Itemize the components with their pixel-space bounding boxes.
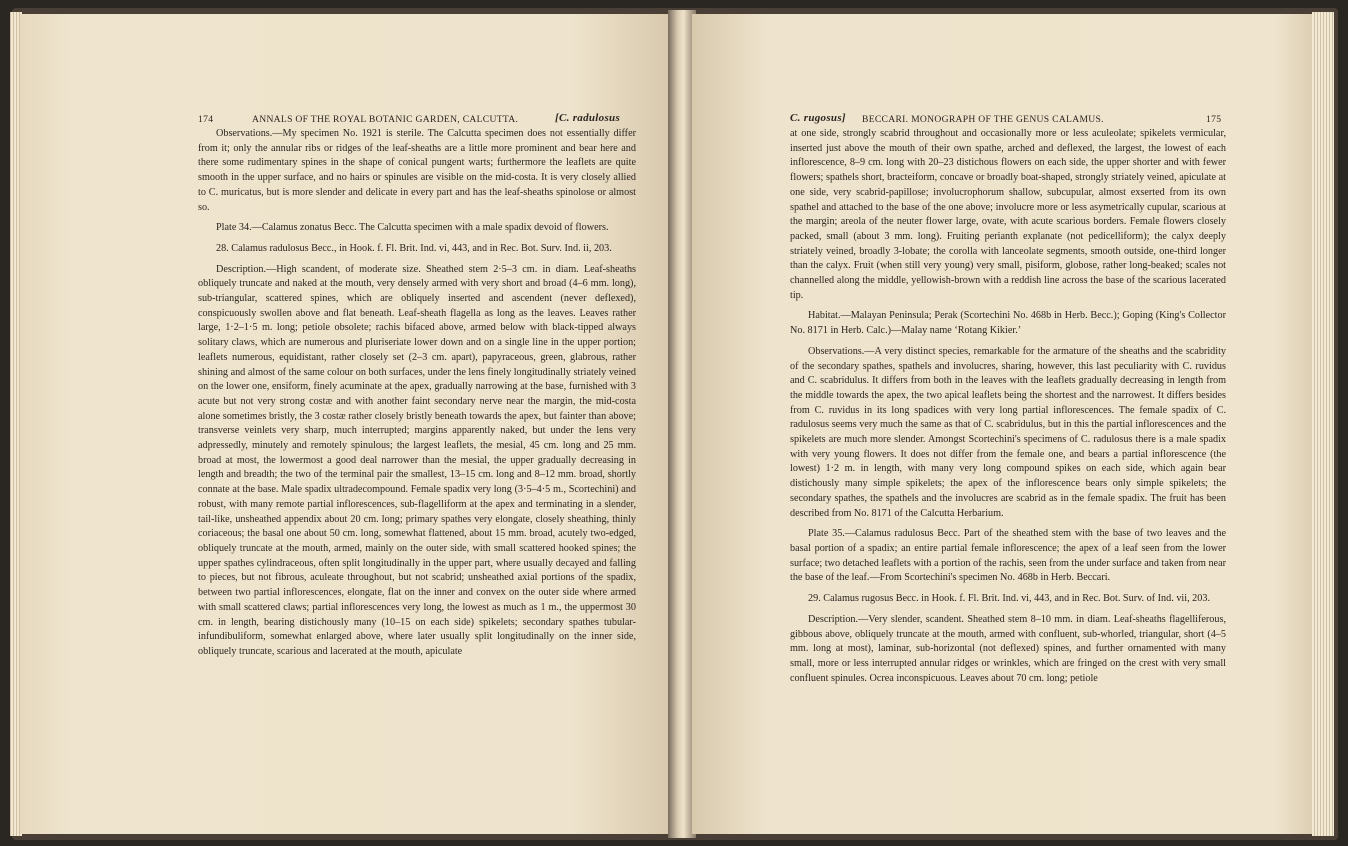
paragraph: Plate 35.—Calamus radulosus Becc. Part of the sheathed stem with the base of two leaves and the basal portion of a spadix; an entire partial female inflorescence; the apex of a leaf seen from the lower surface; two detached leaflets with a portion of the rachis, seen from the under surface and taken from near the base of the leaf.—From Scortechini's specimen No. 468b in Herb. Beccari.: [790, 528, 1226, 584]
right-body: [790, 127, 1226, 686]
paragraph: Description.—Very slender, scandent. Sheathed stem 8–10 mm. in diam. Leaf-sheaths flagelliferous, gibbous above, obliquely truncate at the mouth, armed with confluent, sub-whorled, triangular, short (4–5 mm. long at most), laminar, sub-horizontal (not deflexed) spines, and further ornamented with many small, more or less interrupted annular ridges or wrinkles, which are fringed on the crest with very small confluent spinules. Ocrea inconspicuous. Leaves about 70 cm. long; petiole: [790, 613, 1226, 684]
left-page-number: 174: [198, 114, 214, 125]
paragraph: Plate 34.—Calamus zonatus Becc. The Calcutta specimen with a male spadix devoid of flowers.: [216, 222, 609, 234]
paragraph: Observations.—A very distinct species, remarkable for the armature of the sheaths and the scabridity of the secondary spathes, spathels and involucres, sharing, however, this last peculiarity with C. ruvidus and C. scabridulus. It differs from both in the leaves with the leaflets gradually decreasing in length from the middle towards the apex, the two apical leaflets being the shortest and the narrowest. It differs besides from C. ruvidus in its long spadices with very long partial inflorescences. The female spadix of C. radulosus seems very much the same as that of C. scabridulus, but in this the partial inflorescences and the spikelets are much more slender. Amongst Scortechini's specimens of C. radulosus there is a male spadix with very young flowers. It does not differ from the female one, and bears a partial inflorescence (the lowest) 1·2 m. in length, with many very long compound spikes on each side, which again bear distichously many simple spikelets; the apex of the inflorescence bears only simple spikelets; the secondary spathes, the spathels and the involucres are scabrid as in the female spadix. The fruit has been described from No. 8171 of the Calcutta Herbarium.: [790, 345, 1226, 519]
paragraph: 29. Calamus rugosus Becc. in Hook. f. Fl. Brit. Ind. vi, 443, and in Rec. Bot. Surv. of Ind. vii, 203.: [808, 593, 1210, 605]
right-page-number: 175: [1206, 114, 1222, 125]
left-page: [20, 14, 670, 834]
right-page: [692, 14, 1312, 834]
paragraph: Habitat.—Malayan Peninsula; Perak (Scortechini No. 468b in Herb. Becc.); Goping (King's Collector No. 8171 in Herb. Calc.)—Malay name ‘Rotang Kikier.’: [790, 310, 1226, 337]
paragraph: 28. Calamus radulosus Becc., in Hook. f. Fl. Brit. Ind. vi, 443, and in Rec. Bot. Surv. Ind. ii, 203.: [216, 242, 612, 254]
left-running-header: ANNALS OF THE ROYAL BOTANIC GARDEN, CALCUTTA.: [252, 114, 519, 125]
right-page-edges: [1312, 12, 1334, 836]
paragraph: Observations.—My specimen No. 1921 is sterile. The Calcutta specimen does not essentially differ from it; only the annular ribs or ridges of the leaf-sheaths are a little more prominent and bear here and there some rudimentary spines in the shape of conical pungent warts; furthermore the leaflets are quite smooth in the upper surface, and no hairs or spinules are visible on the mid-costa. It is very closely allied to C. muricatus, but is more slender and delicate in every part and has the leaf-sheaths spinolose or almost so.: [198, 128, 636, 213]
right-running-header: BECCARI. MONOGRAPH OF THE GENUS CALAMUS.: [862, 114, 1104, 125]
paragraph: at one side, strongly scabrid throughout and occasionally more or less aculeolate; spikelets vermicular, inserted just above the mouth of their own spathe, arched and deflexed, the largest, the lowest of each inflorescence, 8–9 cm. long with 20–23 distichous flowers on each side, the upper shorter and with fewer flowers; spathels short, bracteiform, concave or broadly boat-shaped, strongly striately veined, apiculate at one side, very scabrid-papillose; involucrophorum shallow, subcupular, almost exserted from its own spathel and attached to the base of the one above; involucre more or less asymetrically cupular, scarious at the margin; areola of the neuter flower large, ovate, with acute scarious borders. Female flowers closely packed, small (about 3 mm. long). Fruiting perianth explanate (not pedicelliform); the calyx deeply striately veined, broadly 3-lobate; the corolla with lanceolate segments, smooth outside, one-third longer than the calyx. Fruit (when still very young) very small, pisiform, globose, rather long-beaked; scales not channelled along the middle, yellowish-brown with a reddish line across the base of the scarious lacerated tip.: [790, 128, 1226, 301]
right-species-tag: C. rugosus]: [790, 112, 846, 124]
left-species-tag: [C. radulosus: [555, 112, 621, 124]
left-body: [198, 127, 636, 660]
paragraph: Description.—High scandent, of moderate size. Sheathed stem 2·5–3 cm. in diam. Leaf-sheaths obliquely truncate and naked at the mouth, very densely armed with very short and broad (4–6 mm. long), sub-triangular, scattered spines, which are obliquely inserted and ascendent (never deflexed), conspicuously swollen above and flat beneath. Leaf-sheath flagella as long as the leaves. Leaves rather large, 1·2–1·5 m. long; petiole obsolete; rachis bifaced above, armed below with black-tipped always solitary claws, which are numerous and pluriseriate lower down and on a single line in the upper portion; leaflets numerous, equidistant, rather closely set (2–3 cm. apart), papyraceous, green, glabrous, rather shining and almost of the same colour on both surfaces, under the lens finely longitudinally striately veined on the lower one, ensiform, finely acuminate at the apex, gradually narrowing at the base, furnished with 3 acute but not very strong costæ and with another faint secondary nerve near the margin, the mid-costa alone sometimes bristly, the 3 costæ rather closely bristly beneath towards the apex, but fainter than above; transverse veinlets very sharp, much interrupted; margins apparently naked, but under the lens very adpressedly, minutely and remotely spinulous; the largest leaflets, the mesial, 45 cm. long and 25 mm. broad at most, the lowermost a good deal narrower than the mesial, the upper gradually decreasing in length and breadth; the two of the terminal pair the smallest, 13–15 cm. long and 8–12 mm. broad, shortly connate at the base. Male spadix ultradecompound. Female spadix very long (3·5–4·5 m., Scortechini) and robust, with many remote partial inflorescences, sub-flagelliform at the apex and terminating in a slender, tail-like, unsheathed appendix about 20 cm. long; primary spathes very elongate, closely sheathing, thinly coriaceous; the basal one about 50 cm. long, somewhat flattened, about 15 mm. broad, acutely two-edged, obliquely truncate at the mouth, armed, mainly on the outer side, with small scattered hooked spines; the upper spathes cylindraceous, often split longitudinally in the upper part, where usually decayed and falling to pieces, but not fibrous, aculeate throughout, but not scabrid; unsheathed axial portions of the spadix, between two partial inflorescences, elongate, flat on the inner and convex on the outer side where armed with small scattered claws; partial inflorescences very long, the lowest as much as 1 m., the uppermost 30 cm. in length, bearing distichously many (10–15 on each side) spikelets; secondary spathes tubular-infundibuliform, somewhat enlarged above, where later usually split longitudinally on the inner side, obliquely truncate, scarious and lacerated at the mouth, apiculate: [198, 263, 636, 657]
